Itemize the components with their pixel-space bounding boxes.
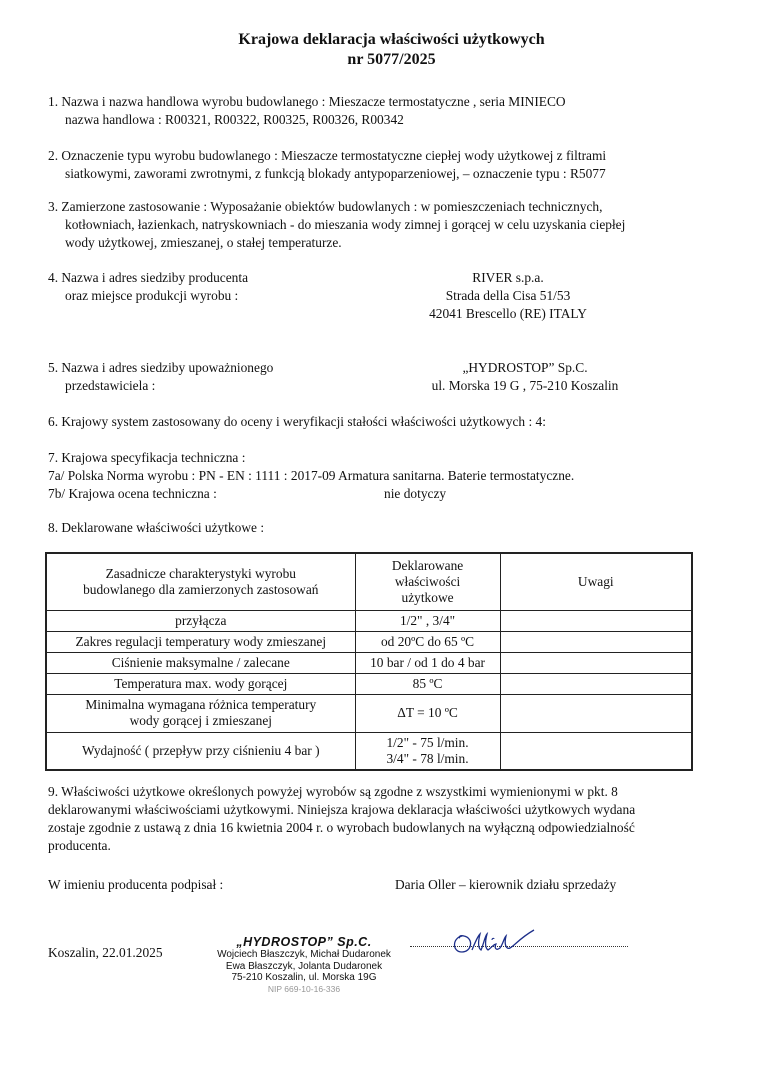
table-row (46, 610, 692, 631)
section-4-label-2: oraz miejsce produkcji wyrobu : (65, 288, 239, 303)
representative-address: ul. Morska 19 G , 75-210 Koszalin (431, 378, 619, 393)
row-characteristic: przyłącza (46, 610, 355, 631)
row-remarks (500, 631, 692, 652)
section-9-line-2: deklarowanymi właściwościami użytkowymi. Niniejsza krajowa deklaracja właściwości użytkowych wydana (48, 802, 636, 817)
header-declared (355, 553, 500, 610)
company-stamp (214, 935, 394, 995)
section-1-line-2: nazwa handlowa : R00321, R00322, R00325, R00326, R00342 (65, 112, 404, 127)
section-1 (48, 93, 738, 129)
row-remarks (500, 673, 692, 694)
stamp-firm-name: „HYDROSTOP” Sp.C. (236, 935, 372, 949)
stamp-line-2: Ewa Błaszczyk, Jolanta Dudaronek (225, 960, 383, 972)
header-remarks: Uwagi (500, 553, 692, 610)
header-declared-line-1: Deklarowane (391, 557, 464, 573)
section-2-line-2: siatkowymi, zaworami zwrotnymi, z funkcją blokady antypoparzeniowej, – oznaczenie typu : R5077 (65, 166, 606, 181)
row-value: 1/2" , 3/4" (355, 610, 500, 631)
stamp-line-4: NIP 669-10-16-336 (267, 983, 341, 994)
row-remarks (500, 610, 692, 631)
producer-name: RIVER s.p.a. (472, 270, 544, 285)
section-9-line-4: producenta. (48, 838, 111, 853)
signer-name: Daria Oller – kierownik działu sprzedaży (395, 877, 617, 892)
section-2 (48, 147, 738, 183)
header-declared-line-3: użytkowe (401, 589, 454, 605)
section-9 (48, 783, 738, 855)
section-1-line-1: 1. Nazwa i nazwa handlowa wyrobu budowlanego : Mieszacze termostatyczne , seria MINIECO (48, 94, 566, 109)
producer-street: Strada della Cisa 51/53 (445, 288, 571, 303)
header-characteristics-line-2: budowlanego dla zamierzonych zastosowań (83, 581, 319, 597)
section-9-line-3: zostaje zgodnie z ustawą z dnia 16 kwietnia 2004 r. o wyrobach budowlanych na wyłączną odpowiedzialność (48, 820, 635, 835)
section-7b-value: nie dotyczy (384, 486, 447, 501)
row-remarks (500, 652, 692, 673)
section-4-label-1: 4. Nazwa i adres siedziby producenta (48, 270, 249, 285)
row-characteristic (46, 694, 355, 732)
table-row (46, 631, 692, 652)
producer-city: 42041 Brescello (RE) ITALY (429, 306, 587, 321)
declared-properties-table (45, 552, 693, 771)
table-row (46, 652, 692, 673)
row-remarks (500, 694, 692, 732)
row-characteristic: Temperatura max. wody gorącej (46, 673, 355, 694)
section-5-label-2: przedstawiciela : (65, 378, 156, 393)
header-characteristics (46, 553, 355, 610)
section-9-line-1: 9. Właściwości użytkowe określonych powyżej wyrobów są zgodne z wszystkimi wymienionymi w pkt. 8 (48, 784, 618, 799)
header-characteristics-line-1: Zasadnicze charakterystyki wyrobu (105, 565, 296, 581)
section-7-heading: 7. Krajowa specyfikacja techniczna : (48, 450, 246, 465)
header-declared-line-2: właściwości (394, 573, 461, 589)
section-7a: 7a/ Polska Norma wyrobu : PN - EN : 1111 : 2017-09 Armatura sanitarna. Baterie termostatyczne. (48, 468, 575, 483)
section-3-line-3: wody użytkowej, zmieszanej, o stałej temperaturze. (65, 235, 342, 250)
section-8-heading: 8. Deklarowane właściwości użytkowe : (48, 520, 265, 535)
row-characteristic-line-1: Minimalna wymagana różnica temperatury (85, 697, 317, 712)
section-3 (48, 198, 738, 252)
handwritten-signature (448, 926, 558, 960)
row-value-line-1: 1/2" - 75 l/min. (386, 734, 469, 750)
table-header-row (46, 553, 692, 610)
row-remarks (500, 732, 692, 770)
stamp-line-1: Wojciech Błaszczyk, Michał Dudaronek (217, 949, 391, 960)
section-3-line-1: 3. Zamierzone zastosowanie : Wyposażanie obiektów budowlanych : w pomieszczeniach technicznych, (48, 199, 603, 214)
representative-name: „HYDROSTOP” Sp.C. (462, 360, 588, 375)
signed-on-behalf-label: W imieniu producenta podpisał : (48, 877, 224, 892)
section-6: 6. Krajowy system zastosowany do oceny i weryfikacji stałości właściwości użytkowych : 4: (48, 414, 546, 429)
section-3-line-2: kotłowniach, łazienkach, natryskowniach - do mieszania wody zimnej i gorącej w celu uzyskania ciepłej (65, 217, 626, 232)
row-value: ΔT = 10 ºC (355, 694, 500, 732)
table-row (46, 732, 692, 770)
place-and-date: Koszalin, 22.01.2025 (48, 945, 163, 960)
row-value: od 20ºC do 65 ºC (355, 631, 500, 652)
row-value (355, 732, 500, 770)
table-row (46, 673, 692, 694)
row-value: 10 bar / od 1 do 4 bar (355, 652, 500, 673)
section-7b-label: 7b/ Krajowa ocena techniczna : (48, 486, 217, 501)
section-5-label-1: 5. Nazwa i adres siedziby upoważnionego (48, 360, 274, 375)
document-title: Krajowa deklaracja właściwości użytkowych (238, 31, 545, 48)
row-characteristic: Zakres regulacji temperatury wody zmieszanej (46, 631, 355, 652)
row-characteristic: Wydajność ( przepływ przy ciśnieniu 4 bar ) (46, 732, 355, 770)
document-number: nr 5077/2025 (347, 51, 436, 68)
table-row (46, 694, 692, 732)
section-2-line-1: 2. Oznaczenie typu wyrobu budowlanego : Mieszacze termostatyczne ciepłej wody użytkowej z filtrami (48, 148, 607, 163)
row-value: 85 ºC (355, 673, 500, 694)
stamp-line-3: 75-210 Koszalin, ul. Morska 19G (231, 972, 377, 983)
row-characteristic-line-2: wody gorącej i zmieszanej (129, 713, 272, 728)
row-value-line-2: 3/4" - 78 l/min. (386, 750, 469, 766)
row-characteristic: Ciśnienie maksymalne / zalecane (46, 652, 355, 673)
